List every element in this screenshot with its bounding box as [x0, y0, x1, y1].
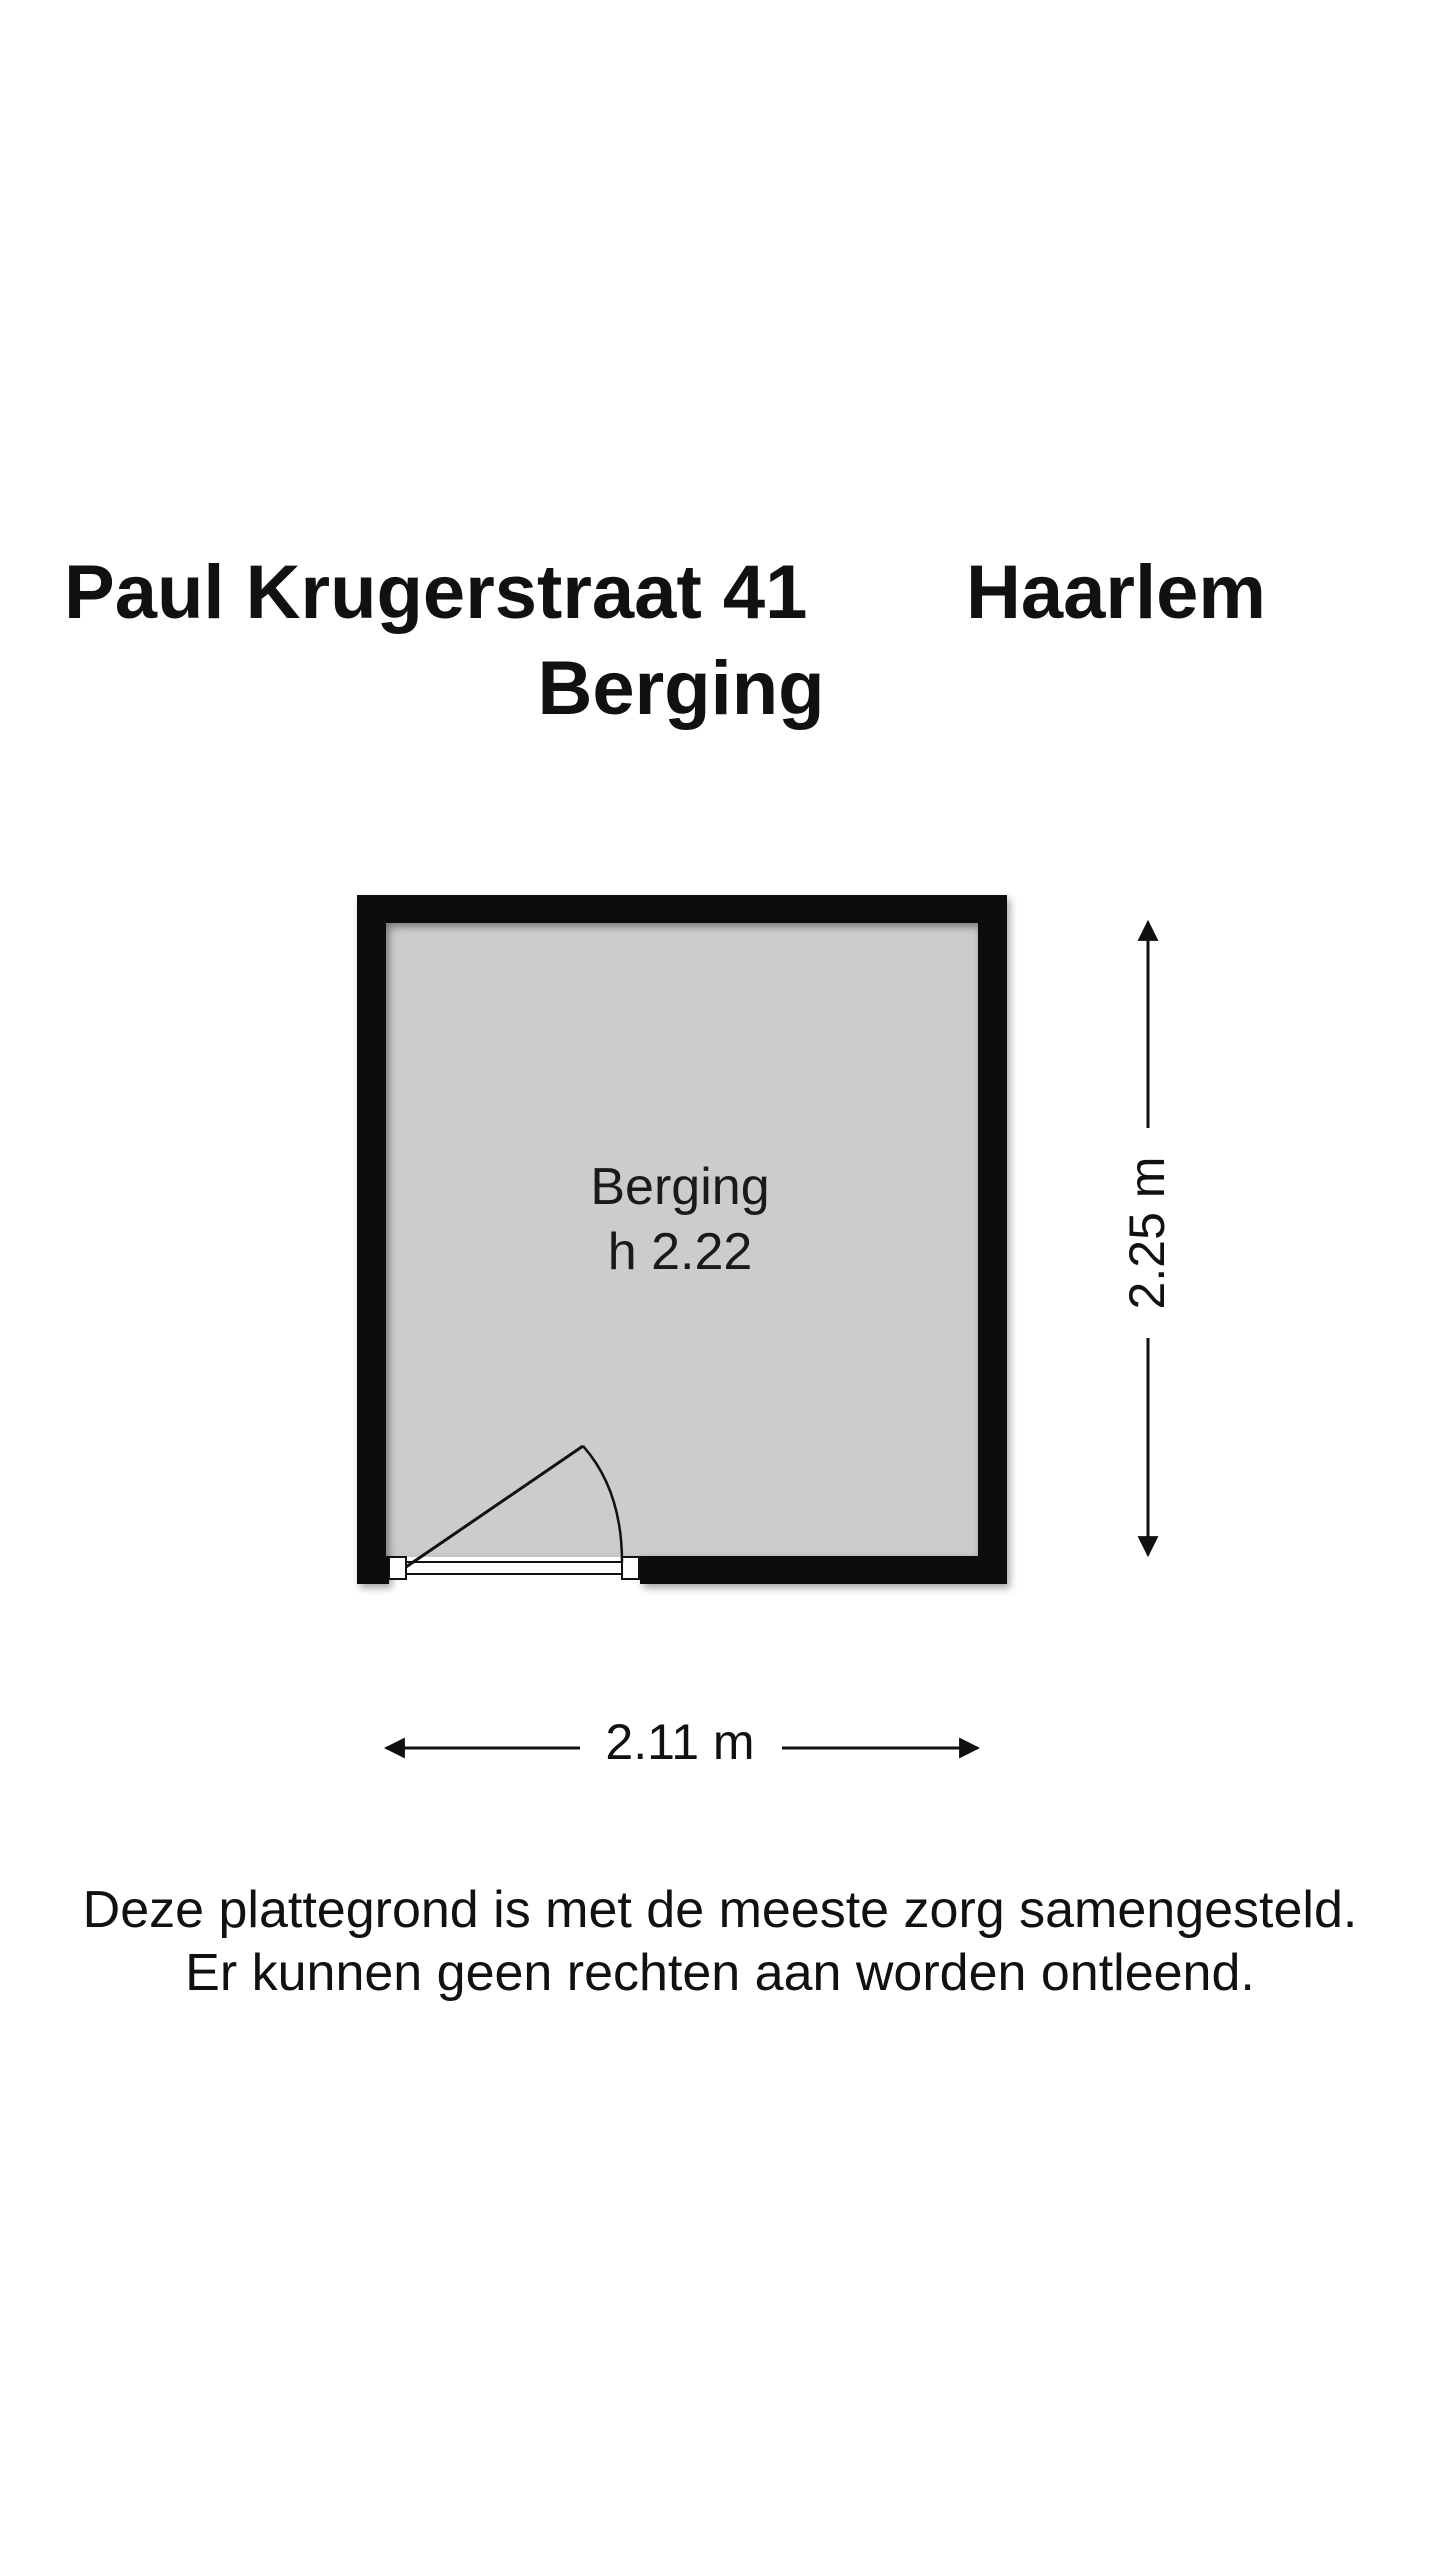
room-name-label: Berging — [590, 1158, 770, 1216]
wall-bottom — [640, 1556, 1007, 1584]
room-height-label: h 2.22 — [607, 1223, 753, 1281]
depth-dimension-label: 2.25 m — [1117, 1128, 1177, 1338]
wall-right — [978, 895, 1007, 1584]
wall-bottom-left-stub — [357, 1556, 389, 1584]
disclaimer-line-2: Er kunnen geen rechten aan worden ontleend. — [185, 1944, 1255, 2002]
width-dimension-label: 2.11 m — [580, 1712, 780, 1772]
door-threshold — [406, 1562, 622, 1574]
address-label: Paul Krugerstraat 41 — [64, 550, 808, 635]
wall-top — [357, 895, 1007, 923]
door-frame-right — [622, 1557, 639, 1579]
door-frame-left — [389, 1557, 406, 1579]
floor-name-label: Berging — [537, 646, 825, 731]
wall-left — [357, 895, 386, 1584]
city-label: Haarlem — [966, 550, 1266, 635]
disclaimer-line-1: Deze plattegrond is met de meeste zorg samengesteld. — [82, 1881, 1358, 1939]
